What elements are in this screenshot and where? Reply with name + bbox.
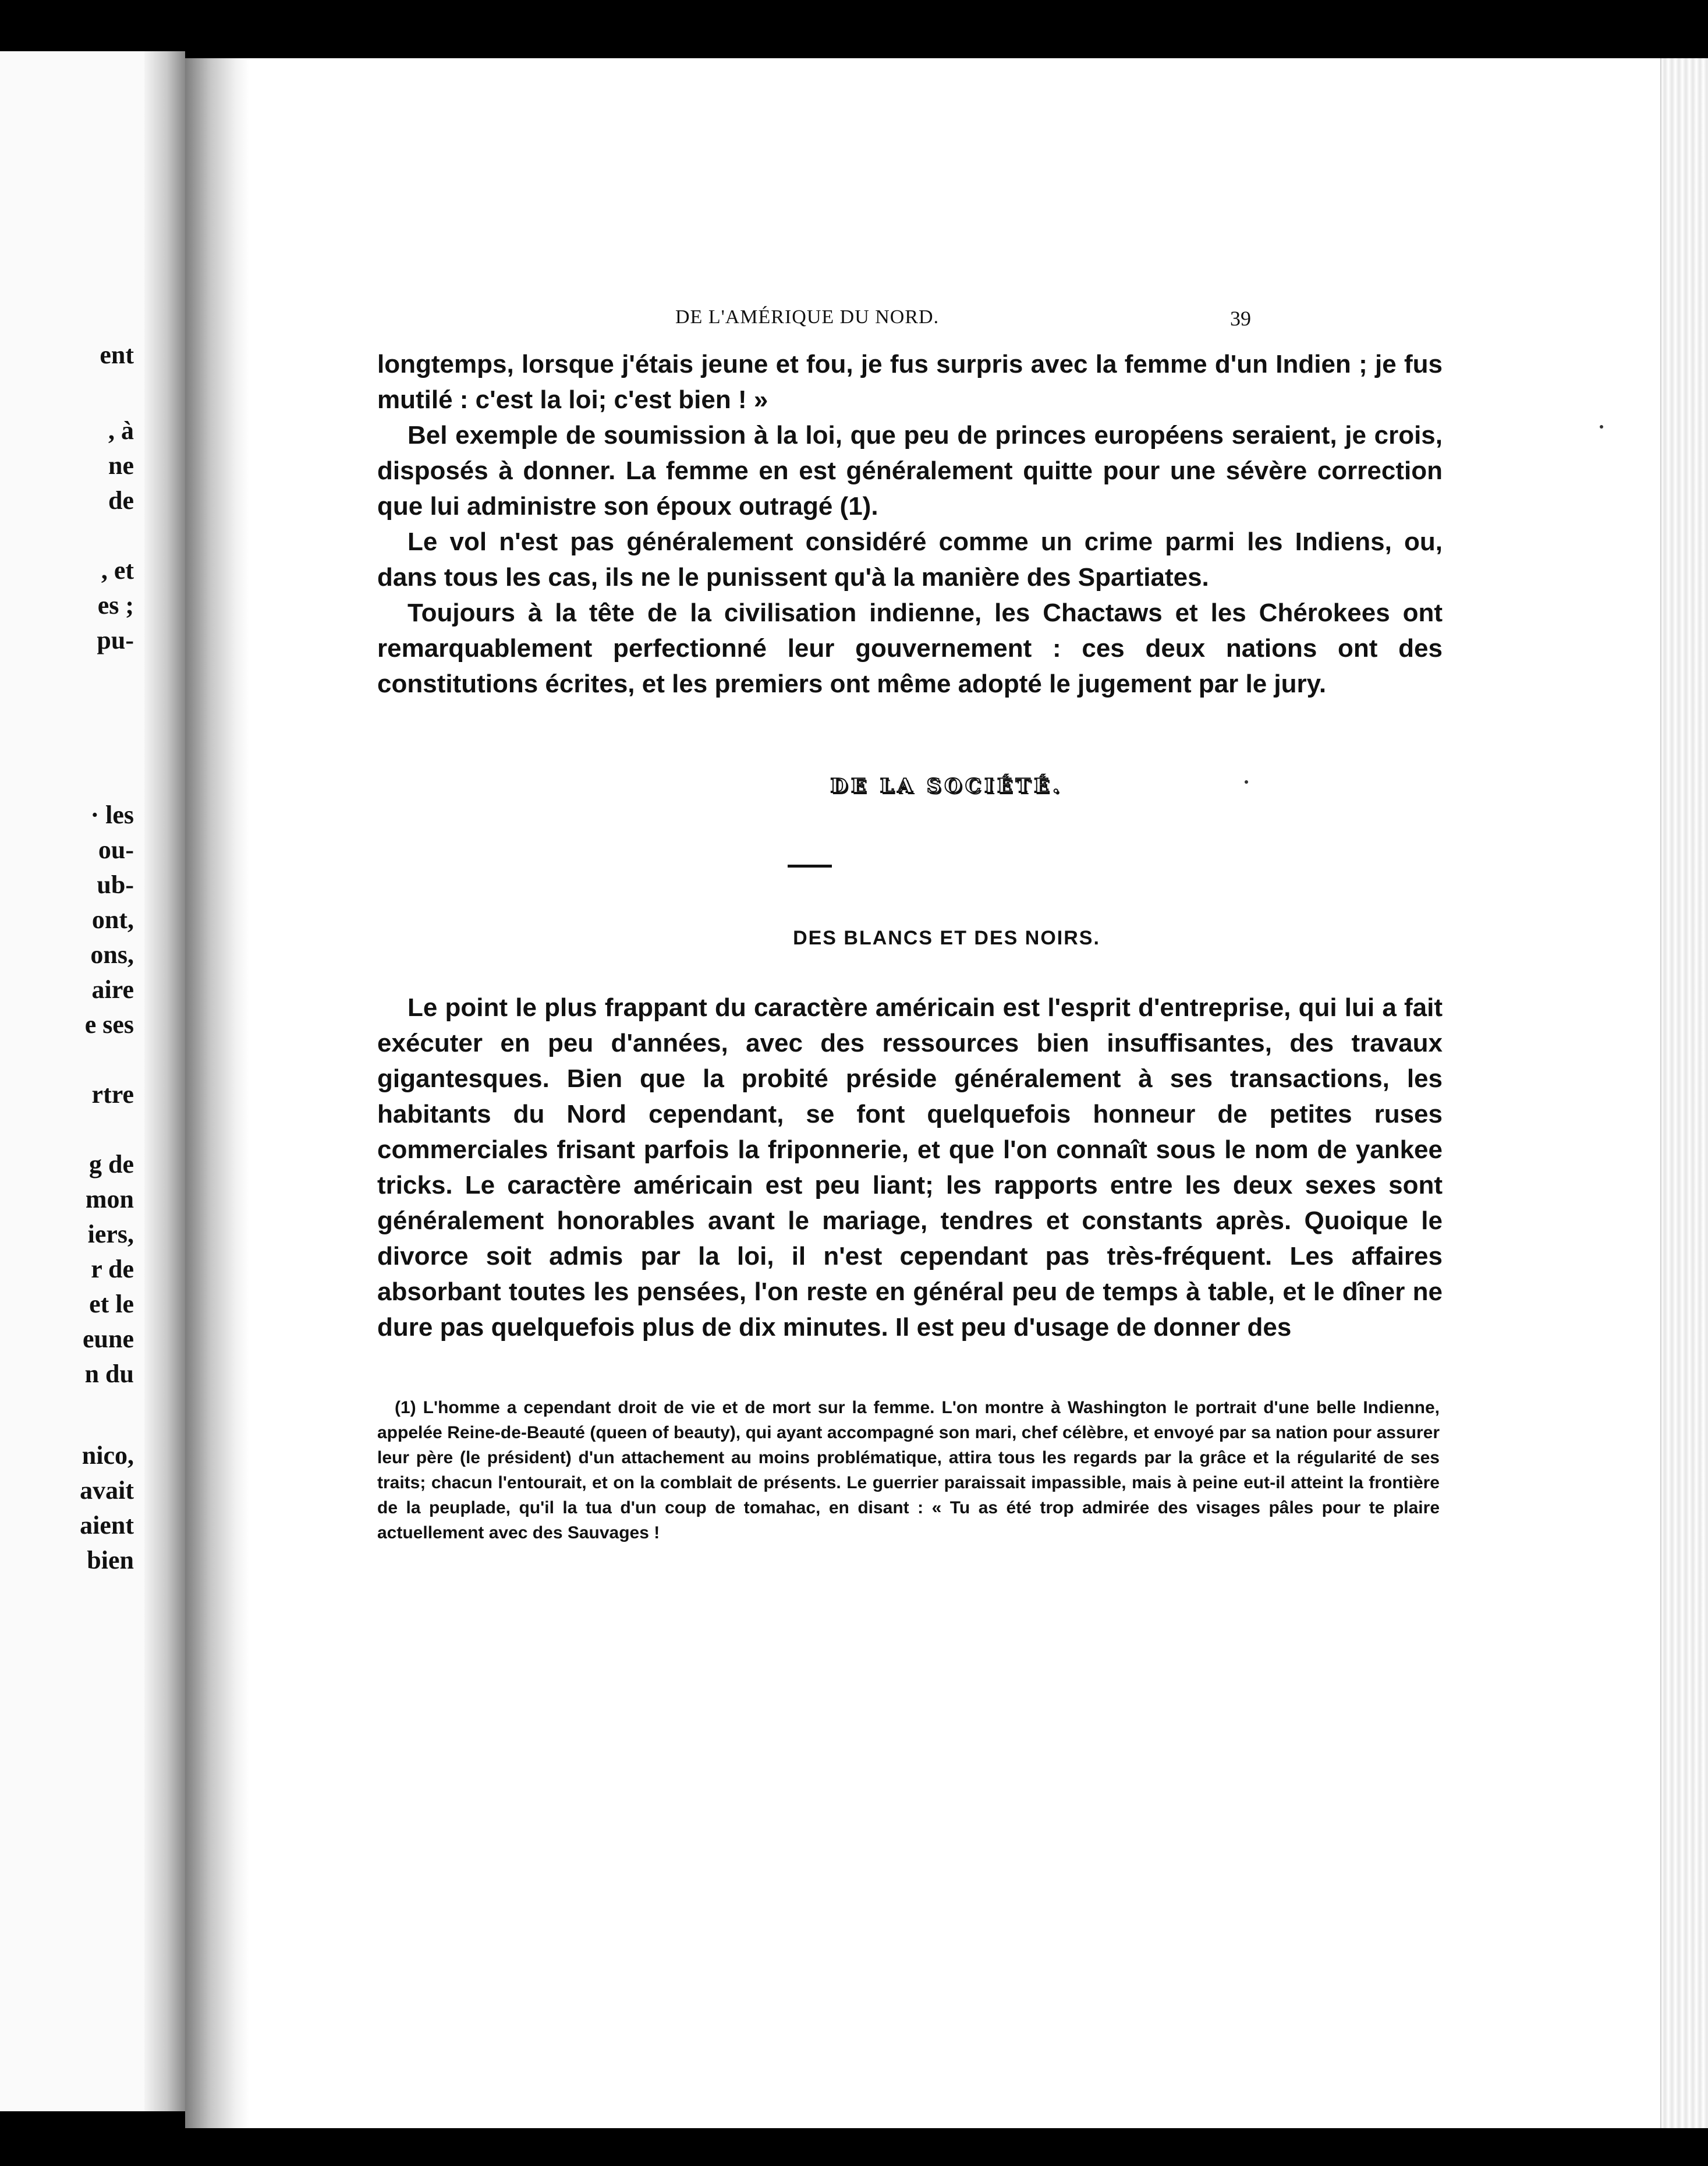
scan-speck <box>1245 780 1248 784</box>
left-fragment: · les <box>90 801 134 829</box>
book-page <box>185 58 1708 2128</box>
running-title: DE L'AMÉRIQUE DU NORD. <box>675 306 940 328</box>
left-fragment: ub- <box>97 870 134 899</box>
left-fragment: et le <box>89 1290 134 1318</box>
left-fragment: ons, <box>90 940 134 969</box>
left-fragment: aire <box>91 975 134 1004</box>
paragraph: Toujours à la tête de la civilisation indienne, les Chactaws et les Chérokees ont remarquablement perfectionné leur gouvernement : ces deux nations ont des constitutions écrites, et les premiers ont même adopté le jugement par le jury. <box>377 599 1443 698</box>
left-fragment: pu- <box>97 626 134 654</box>
left-page-gutter-shadow <box>144 51 185 2111</box>
left-fragment: nico, <box>81 1441 134 1470</box>
left-fragment: g de <box>89 1150 134 1178</box>
left-fragment: rtre <box>91 1080 134 1109</box>
footnote-text: (1) L'homme a cependant droit de vie et de mort sur la femme. L'on montre à Washington le portrait d'une belle Indienne, appelée Reine-de-Beauté (queen of beauty), qui ayant accompagné son mari, chef célèbre, et envoyé par sa nation pour assurer leur père (le président) d'un attachement au moins problématique, attira tous les regards par la grâce et la régularité de ses traits; chacun l'entourait, et on la comblait de présents. Le guerrier paraissait impassible, mais à peine eut-il atteint la frontière de la peuplade, qu'il la tua d'un coup de tomahac, en disant : « Tu as été trop admirée des visages pâles pour te plaire actuellement avec des Sauvages ! <box>377 1398 1440 1542</box>
paragraph: Le vol n'est pas généralement considéré comme un crime parmi les Indiens, ou, dans tous les cas, ils ne le punissent qu'à la manière des Spartiates. <box>377 528 1443 592</box>
left-facing-page <box>0 51 185 2111</box>
left-fragment: n du <box>84 1360 134 1388</box>
left-fragment: , et <box>101 556 134 585</box>
scan-speck <box>1600 425 1603 429</box>
page-binding-shadow <box>185 58 249 2128</box>
left-fragment: mon <box>85 1185 134 1213</box>
paragraph: longtemps, lorsque j'étais jeune et fou, je fus surpris avec la femme d'un Indien ; je fus mutilé : c'est la loi; c'est bien ! » <box>377 350 1443 414</box>
left-fragment: ou- <box>98 836 134 864</box>
page-fore-edge <box>1660 58 1708 2128</box>
subsection-title: DES BLANCS ET DES NOIRS. <box>793 927 1100 949</box>
left-fragment: avait <box>80 1476 134 1505</box>
left-fragment: de <box>108 486 134 515</box>
left-fragment: e ses <box>84 1010 134 1039</box>
left-fragment: r de <box>91 1255 134 1283</box>
paragraph: Le point le plus frappant du caractère américain est l'esprit d'entreprise, qui lui a fait exécuter en peu d'années, avec des ressources bien insuffisantes, des travaux gigantesques. Bien que la probité préside généralement à ses transactions, les habitants du Nord cependant, se font quelquefois honneur de petites ruses commerciales frisant parfois la friponnerie, et que l'on connaît sous le nom de yankee tricks. Le caractère américain est peu liant; les rapports entre les deux sexes sont généralement honorables avant le mariage, tendres et constants après. Quoique le divorce soit admis par la loi, il n'est cependant pas très-fréquent. Les affaires absorbant toutes les pensées, l'on reste en général peu de temps à table, et le dîner ne dure pas quelquefois plus de dix minutes. Il est peu d'usage de donner des <box>377 993 1443 1342</box>
left-fragment: es ; <box>97 591 134 620</box>
section-title: DE LA SOCIÉTÉ. <box>830 774 1063 798</box>
left-fragment: aient <box>80 1511 134 1539</box>
footnote <box>377 1395 1440 1545</box>
page-number: 39 <box>1230 307 1251 330</box>
left-fragment: eune <box>83 1325 134 1353</box>
left-fragment: iers, <box>87 1220 134 1248</box>
left-fragment: , à <box>108 416 134 445</box>
section-rule <box>788 865 832 868</box>
left-fragment: bien <box>87 1546 134 1574</box>
left-fragment: ne <box>108 451 134 480</box>
left-fragment: ont, <box>91 905 134 934</box>
left-fragment: ent <box>100 341 134 369</box>
paragraph: Bel exemple de soumission à la loi, que peu de princes européens seraient, je crois, disposés à donner. La femme en est généralement quitte pour une sévère correction que lui administre son époux outragé (1). <box>377 421 1443 521</box>
body-text-bottom <box>377 990 1443 1345</box>
running-head <box>185 306 1708 335</box>
body-text-top <box>377 346 1443 702</box>
